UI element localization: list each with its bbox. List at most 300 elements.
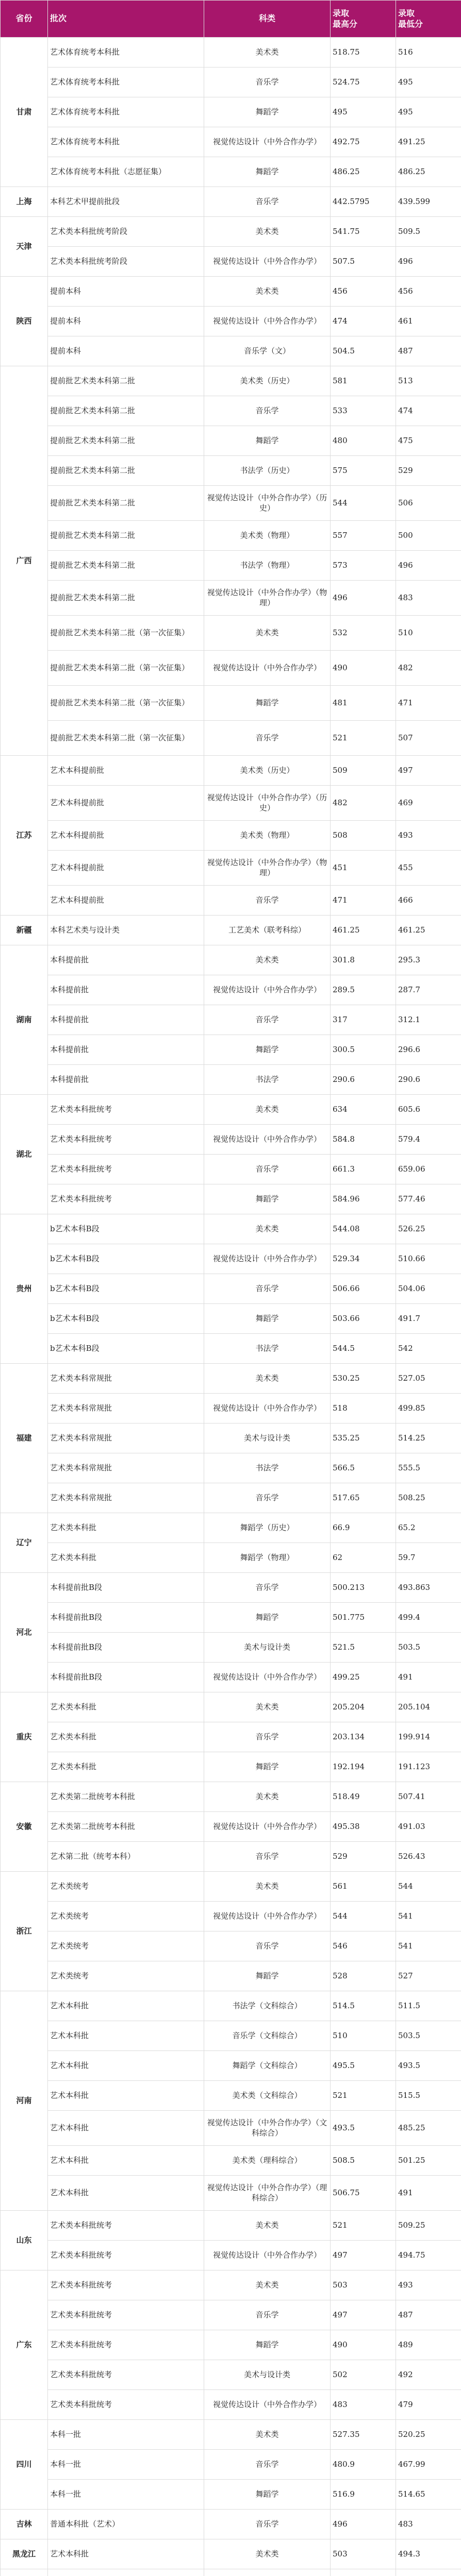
table-row (1, 1274, 461, 1304)
max-score-cell: 495.38 (331, 1812, 396, 1842)
batch-cell: 提前批艺术类本科第二批 (48, 426, 204, 456)
batch-cell: 艺术类本科常规批 (48, 1394, 204, 1423)
category-cell: 舞蹈学 (204, 1961, 331, 1991)
table-row (1, 456, 461, 486)
min-score-cell: 508.25 (396, 1483, 461, 1513)
category-cell: 视觉传达设计（中外合作办学） (204, 651, 331, 686)
max-score-cell: 584.96 (331, 1184, 396, 1214)
category-cell: 视觉传达设计（中外合作办学） (204, 1394, 331, 1423)
max-score-cell: 529 (331, 1842, 396, 1872)
table-row (1, 127, 461, 157)
min-score-cell: 659.06 (396, 1155, 461, 1184)
table-row (1, 1065, 461, 1095)
batch-cell: 提前批艺术类本科第二批 (48, 551, 204, 581)
table-row (1, 2081, 461, 2111)
table-row (1, 38, 461, 67)
table-row (1, 366, 461, 396)
category-cell: 美术类（历史） (204, 366, 331, 396)
min-score-cell: 495 (396, 67, 461, 97)
batch-cell: 提前批艺术类本科第二批 (48, 486, 204, 521)
min-score-cell: 496 (396, 247, 461, 277)
min-score-cell: 461 (396, 307, 461, 336)
min-score-cell: 65.2 (396, 1513, 461, 1543)
category-cell: 舞蹈学（文科综合） (204, 2051, 331, 2081)
max-score-cell: 566.5 (331, 1453, 396, 1483)
category-cell: 音乐学 (204, 2300, 331, 2330)
table-row (1, 247, 461, 277)
category-cell: 舞蹈学 (204, 426, 331, 456)
max-score-cell: 544.08 (331, 1214, 396, 1244)
category-cell: 美术类 (204, 277, 331, 307)
category-cell: 舞蹈学（历史） (204, 1513, 331, 1543)
max-score-cell: 502 (331, 2360, 396, 2390)
category-cell: 视觉传达设计（中外合作办学） (204, 127, 331, 157)
batch-cell: 艺术本科提前批 (48, 886, 204, 916)
table-row (1, 2176, 461, 2211)
min-score-cell: 495 (396, 97, 461, 127)
max-score-cell: 456 (331, 277, 396, 307)
batch-cell: 艺术本科批 (48, 2146, 204, 2176)
category-cell: 舞蹈学（物理） (204, 1543, 331, 1573)
batch-cell: 艺术本科批 (48, 2051, 204, 2081)
category-cell: 音乐学 (204, 1842, 331, 1872)
max-score-cell: 573 (331, 551, 396, 581)
max-score-cell: 486.25 (331, 157, 396, 187)
batch-cell: 艺术类统考 (48, 1902, 204, 1931)
header-min-score: 录取 最低分 (396, 1, 461, 38)
table-row (1, 2330, 461, 2360)
max-score-cell: 317 (331, 1005, 396, 1035)
table-row (1, 1244, 461, 1274)
min-score-cell: 312.1 (396, 1005, 461, 1035)
batch-cell: 艺术体育统考本科批（志愿征集） (48, 157, 204, 187)
max-score-cell: 497 (331, 2241, 396, 2270)
batch-cell: 艺术第二批（统考本科） (48, 1842, 204, 1872)
max-score-cell: 541.75 (331, 217, 396, 247)
category-cell: 美术类 (204, 1692, 331, 1722)
batch-cell: 艺术体育统考本科批 (48, 38, 204, 67)
max-score-cell: 506.66 (331, 1274, 396, 1304)
batch-cell: 艺术类第二批统考本科批 (48, 1812, 204, 1842)
batch-cell: 艺术类统考 (48, 1872, 204, 1902)
batch-cell: 艺术本科提前批 (48, 786, 204, 821)
batch-cell: 艺术体育统考本科批 (48, 97, 204, 127)
batch-cell: 提前本科 (48, 277, 204, 307)
max-score-cell: 518.75 (331, 38, 396, 67)
max-score-cell: 300.5 (331, 1035, 396, 1065)
min-score-cell: 485.25 (396, 2111, 461, 2146)
max-score-cell: 480.9 (331, 2450, 396, 2480)
category-cell: 书法学 (204, 1065, 331, 1095)
table-row (1, 551, 461, 581)
batch-cell: b艺术本科B段 (48, 1214, 204, 1244)
category-cell: 美术与设计类 (204, 2360, 331, 2390)
table-row (1, 2480, 461, 2510)
category-cell: 视觉传达设计（中外合作办学） (204, 1902, 331, 1931)
category-cell: 音乐学 (204, 1155, 331, 1184)
batch-cell: 本科提前批 (48, 1065, 204, 1095)
province-cell: 广西 (1, 366, 48, 756)
category-cell: 视觉传达设计（中外合作办学） (204, 247, 331, 277)
max-score-cell: 503.66 (331, 1304, 396, 1334)
max-score-cell: 496 (331, 2510, 396, 2539)
category-cell (204, 2569, 331, 2576)
table-row (1, 581, 461, 616)
category-cell: 音乐学 (204, 1931, 331, 1961)
category-cell: 音乐学 (204, 1483, 331, 1513)
max-score-cell: 205.204 (331, 1692, 396, 1722)
province-cell: 湖北 (1, 1095, 48, 1214)
min-score-cell: 496 (396, 551, 461, 581)
table-row (1, 1095, 461, 1125)
category-cell: 视觉传达设计（中外合作办学）（文科综合） (204, 2111, 331, 2146)
table-row (1, 2510, 461, 2539)
batch-cell: 提前批艺术类本科第二批（第一次征集） (48, 686, 204, 721)
table-row (1, 1991, 461, 2021)
min-score-cell: 514.65 (396, 2480, 461, 2510)
min-score-cell: 487 (396, 336, 461, 366)
max-score-cell: 471 (331, 886, 396, 916)
category-cell: 视觉传达设计（中外合作办学） (204, 2241, 331, 2270)
max-score-cell: 504.5 (331, 336, 396, 366)
table-row (1, 2111, 461, 2146)
max-score-cell: 482 (331, 786, 396, 821)
category-cell: 书法学 (204, 1453, 331, 1483)
max-score-cell: 524.75 (331, 67, 396, 97)
min-score-cell: 497 (396, 756, 461, 786)
min-score-cell: 527 (396, 1961, 461, 1991)
category-cell: 音乐学（文） (204, 336, 331, 366)
table-row (1, 651, 461, 686)
min-score-cell: 541 (396, 1902, 461, 1931)
min-score-cell: 494.75 (396, 2241, 461, 2270)
category-cell: 美术类 (204, 1364, 331, 1394)
min-score-cell: 526.25 (396, 1214, 461, 1244)
batch-cell: 提前批艺术类本科第二批（第一次征集） (48, 616, 204, 651)
batch-cell: 本科提前批 (48, 1005, 204, 1035)
batch-cell: 艺术类本科批统考 (48, 1095, 204, 1125)
batch-cell: 艺术类本科批统考阶段 (48, 247, 204, 277)
batch-cell: b艺术本科B段 (48, 1274, 204, 1304)
batch-cell: 艺术本科提前批 (48, 756, 204, 786)
province-cell: 山东 (1, 2211, 48, 2270)
max-score-cell: 496 (331, 581, 396, 616)
min-score-cell: 474 (396, 396, 461, 426)
max-score-cell: 521 (331, 721, 396, 756)
category-cell: 音乐学 (204, 1722, 331, 1752)
batch-cell: 艺术类本科批统考 (48, 2300, 204, 2330)
batch-cell: 艺术本科批 (48, 2021, 204, 2051)
batch-cell: 本科提前批B段 (48, 1573, 204, 1603)
category-cell: 工艺美术（联考科综） (204, 916, 331, 945)
min-score-cell: 511.5 (396, 1991, 461, 2021)
min-score-cell: 483 (396, 2510, 461, 2539)
table-row (1, 821, 461, 851)
table-row (1, 851, 461, 886)
batch-cell: 本科提前批B段 (48, 1603, 204, 1633)
table-row (1, 1543, 461, 1573)
table-row (1, 217, 461, 247)
header-row (1, 1, 461, 38)
batch-cell: 艺术类本科批统考 (48, 2360, 204, 2390)
category-cell: 美术类 (204, 945, 331, 975)
table-row (1, 1453, 461, 1483)
table-row (1, 945, 461, 975)
table-row (1, 975, 461, 1005)
category-cell: 音乐学 (204, 886, 331, 916)
min-score-cell: 499.4 (396, 1603, 461, 1633)
batch-cell: 本科一批 (48, 2420, 204, 2450)
max-score-cell: 507.5 (331, 247, 396, 277)
category-cell: 书法学 (204, 1334, 331, 1364)
province-cell: 天津 (1, 217, 48, 277)
min-score-cell: 475 (396, 426, 461, 456)
table-row (1, 1782, 461, 1812)
batch-cell: 艺术类第二批统考本科批 (48, 1782, 204, 1812)
table-row (1, 1902, 461, 1931)
table-row (1, 686, 461, 721)
table-row (1, 1633, 461, 1663)
table-row (1, 2300, 461, 2330)
min-score-cell: 287.7 (396, 975, 461, 1005)
batch-cell: 艺术类本科批统考 (48, 1125, 204, 1155)
province-cell: 浙江 (1, 1872, 48, 1991)
max-score-cell: 503 (331, 2270, 396, 2300)
batch-cell: 艺术本科批 (48, 2111, 204, 2146)
table-row (1, 1603, 461, 1633)
max-score-cell: 490 (331, 651, 396, 686)
batch-cell: 艺术本科批 (48, 2539, 204, 2569)
min-score-cell: 509.25 (396, 2211, 461, 2241)
min-score-cell: 487 (396, 2300, 461, 2330)
category-cell: 美术类 (204, 217, 331, 247)
min-score-cell: 529 (396, 456, 461, 486)
table-row (1, 1214, 461, 1244)
category-cell: 音乐学 (204, 721, 331, 756)
province-cell: 甘肃 (1, 38, 48, 187)
batch-cell: 艺术类本科批 (48, 1692, 204, 1722)
min-score-cell: 493.863 (396, 1573, 461, 1603)
max-score-cell: 508.5 (331, 2146, 396, 2176)
batch-cell: 本科提前批B段 (48, 1663, 204, 1692)
table-row (1, 2270, 461, 2300)
table-row (1, 786, 461, 821)
category-cell: 美术类（历史） (204, 756, 331, 786)
min-score-cell: 514.25 (396, 1423, 461, 1453)
table-row (1, 756, 461, 786)
max-score-cell: 634 (331, 1095, 396, 1125)
batch-cell: 艺术本科批 (48, 1991, 204, 2021)
max-score-cell: 492.75 (331, 127, 396, 157)
table-row (1, 2241, 461, 2270)
min-score-cell: 544 (396, 1872, 461, 1902)
min-score-cell: 555.5 (396, 1453, 461, 1483)
max-score-cell: 509 (331, 756, 396, 786)
max-score-cell: 544 (331, 486, 396, 521)
category-cell: 美术类 (204, 2270, 331, 2300)
batch-cell: 艺术类本科常规批 (48, 1453, 204, 1483)
table-row (1, 521, 461, 551)
min-score-cell: 515.5 (396, 2081, 461, 2111)
table-row (1, 1364, 461, 1394)
table-row (1, 1961, 461, 1991)
table-row (1, 1842, 461, 1872)
table-row (1, 307, 461, 336)
batch-cell: 普通本科批（艺术） (48, 2510, 204, 2539)
batch-cell (48, 2569, 204, 2576)
category-cell: 舞蹈学 (204, 2480, 331, 2510)
table-row (1, 1304, 461, 1334)
max-score-cell: 518 (331, 1394, 396, 1423)
min-score-cell: 500 (396, 521, 461, 551)
table-row (1, 616, 461, 651)
category-cell: 美术与设计类 (204, 1633, 331, 1663)
category-cell: 音乐学 (204, 67, 331, 97)
batch-cell: 提前批艺术类本科第二批 (48, 456, 204, 486)
max-score-cell: 289.5 (331, 975, 396, 1005)
batch-cell: 艺术类本科批统考 (48, 2330, 204, 2360)
category-cell: 美术类 (204, 1214, 331, 1244)
max-score-cell: 521 (331, 2081, 396, 2111)
min-score-cell: 527.05 (396, 1364, 461, 1394)
category-cell: 书法学（文科综合） (204, 1991, 331, 2021)
table-row (1, 1184, 461, 1214)
table-row (1, 2360, 461, 2390)
category-cell: 视觉传达设计（中外合作办学）（物理） (204, 851, 331, 886)
table-row (1, 2021, 461, 2051)
category-cell: 音乐学 (204, 2450, 331, 2480)
category-cell: 美术类 (204, 1095, 331, 1125)
table-row (1, 157, 461, 187)
table-row (1, 1423, 461, 1453)
min-score-cell: 482 (396, 651, 461, 686)
category-cell: 视觉传达设计（中外合作办学） (204, 1244, 331, 1274)
min-score-cell: 456 (396, 277, 461, 307)
category-cell: 视觉传达设计（中外合作办学）（历史） (204, 486, 331, 521)
min-score-cell: 479 (396, 2390, 461, 2420)
batch-cell: 本科一批 (48, 2480, 204, 2510)
category-cell: 视觉传达设计（中外合作办学） (204, 1663, 331, 1692)
min-score-cell: 493 (396, 2270, 461, 2300)
min-score-cell (396, 2569, 461, 2576)
table-row (1, 1035, 461, 1065)
table-row (1, 2450, 461, 2480)
category-cell: 视觉传达设计（中外合作办学） (204, 975, 331, 1005)
batch-cell: 提前批艺术类本科第二批 (48, 521, 204, 551)
max-score-cell: 508 (331, 821, 396, 851)
batch-cell: 本科提前批B段 (48, 1633, 204, 1663)
batch-cell: 艺术类本科常规批 (48, 1364, 204, 1394)
category-cell: 视觉传达设计（中外合作办学） (204, 1812, 331, 1842)
province-cell: 重庆 (1, 1692, 48, 1782)
table-header (1, 1, 461, 38)
category-cell: 舞蹈学 (204, 1752, 331, 1782)
table-row (1, 396, 461, 426)
category-cell: 舞蹈学 (204, 1035, 331, 1065)
min-score-cell: 541 (396, 1931, 461, 1961)
table-row (1, 486, 461, 521)
category-cell: 美术类 (204, 2211, 331, 2241)
max-score-cell: 495.5 (331, 2051, 396, 2081)
table-row (1, 1812, 461, 1842)
min-score-cell: 510.66 (396, 1244, 461, 1274)
min-score-cell: 503.5 (396, 2021, 461, 2051)
max-score-cell: 66.9 (331, 1513, 396, 1543)
min-score-cell: 510 (396, 616, 461, 651)
batch-cell: 提前批艺术类本科第二批 (48, 396, 204, 426)
batch-cell: b艺术本科B段 (48, 1244, 204, 1274)
max-score-cell: 497 (331, 2300, 396, 2330)
max-score-cell: 480 (331, 426, 396, 456)
max-score-cell: 527.35 (331, 2420, 396, 2450)
max-score-cell: 661.3 (331, 1155, 396, 1184)
table-row (1, 2539, 461, 2569)
max-score-cell: 203.134 (331, 1722, 396, 1752)
category-cell: 音乐学 (204, 396, 331, 426)
min-score-cell: 199.914 (396, 1722, 461, 1752)
category-cell: 美术类（理科综合） (204, 2146, 331, 2176)
header-category: 科类 (204, 1, 331, 38)
province-cell: 辽宁 (1, 1513, 48, 1573)
max-score-cell: 490 (331, 2330, 396, 2360)
max-score-cell: 483 (331, 2390, 396, 2420)
table-row (1, 1692, 461, 1722)
table-row (1, 1155, 461, 1184)
table-row (1, 1931, 461, 1961)
min-score-cell: 59.7 (396, 1543, 461, 1573)
category-cell: 视觉传达设计（中外合作办学） (204, 2390, 331, 2420)
max-score-cell: 557 (331, 521, 396, 551)
max-score-cell: 521 (331, 2211, 396, 2241)
batch-cell: 艺术体育统考本科批 (48, 127, 204, 157)
max-score-cell: 442.5795 (331, 187, 396, 217)
batch-cell: 艺术类本科批统考 (48, 2211, 204, 2241)
batch-cell: 艺术类本科批统考 (48, 2390, 204, 2420)
max-score-cell: 510 (331, 2021, 396, 2051)
category-cell: 舞蹈学 (204, 686, 331, 721)
category-cell: 舞蹈学 (204, 1304, 331, 1334)
min-score-cell: 295.3 (396, 945, 461, 975)
category-cell: 书法学（物理） (204, 551, 331, 581)
max-score-cell: 532 (331, 616, 396, 651)
batch-cell: 艺术类本科批 (48, 1752, 204, 1782)
category-cell: 视觉传达设计（中外合作办学）（物理） (204, 581, 331, 616)
max-score-cell (331, 2569, 396, 2576)
category-cell: 舞蹈学 (204, 2330, 331, 2360)
table-row (1, 721, 461, 756)
max-score-cell: 62 (331, 1543, 396, 1573)
max-score-cell: 518.49 (331, 1782, 396, 1812)
province-cell: 河北 (1, 1573, 48, 1692)
min-score-cell: 501.25 (396, 2146, 461, 2176)
batch-cell: 提前本科 (48, 307, 204, 336)
max-score-cell: 500.213 (331, 1573, 396, 1603)
category-cell: 美术类 (204, 616, 331, 651)
batch-cell: 艺术类本科批统考 (48, 2241, 204, 2270)
min-score-cell: 486.25 (396, 157, 461, 187)
header-province: 省份 (1, 1, 48, 38)
province-cell: 河南 (1, 1991, 48, 2211)
max-score-cell: 575 (331, 456, 396, 486)
category-cell: 音乐学 (204, 1005, 331, 1035)
category-cell: 视觉传达设计（中外合作办学） (204, 307, 331, 336)
category-cell: 美术类 (204, 1872, 331, 1902)
category-cell: 美术类（文科综合） (204, 2081, 331, 2111)
batch-cell: 艺术类本科常规批 (48, 1423, 204, 1453)
table-row (1, 2051, 461, 2081)
table-row (1, 916, 461, 945)
table-row (1, 1394, 461, 1423)
